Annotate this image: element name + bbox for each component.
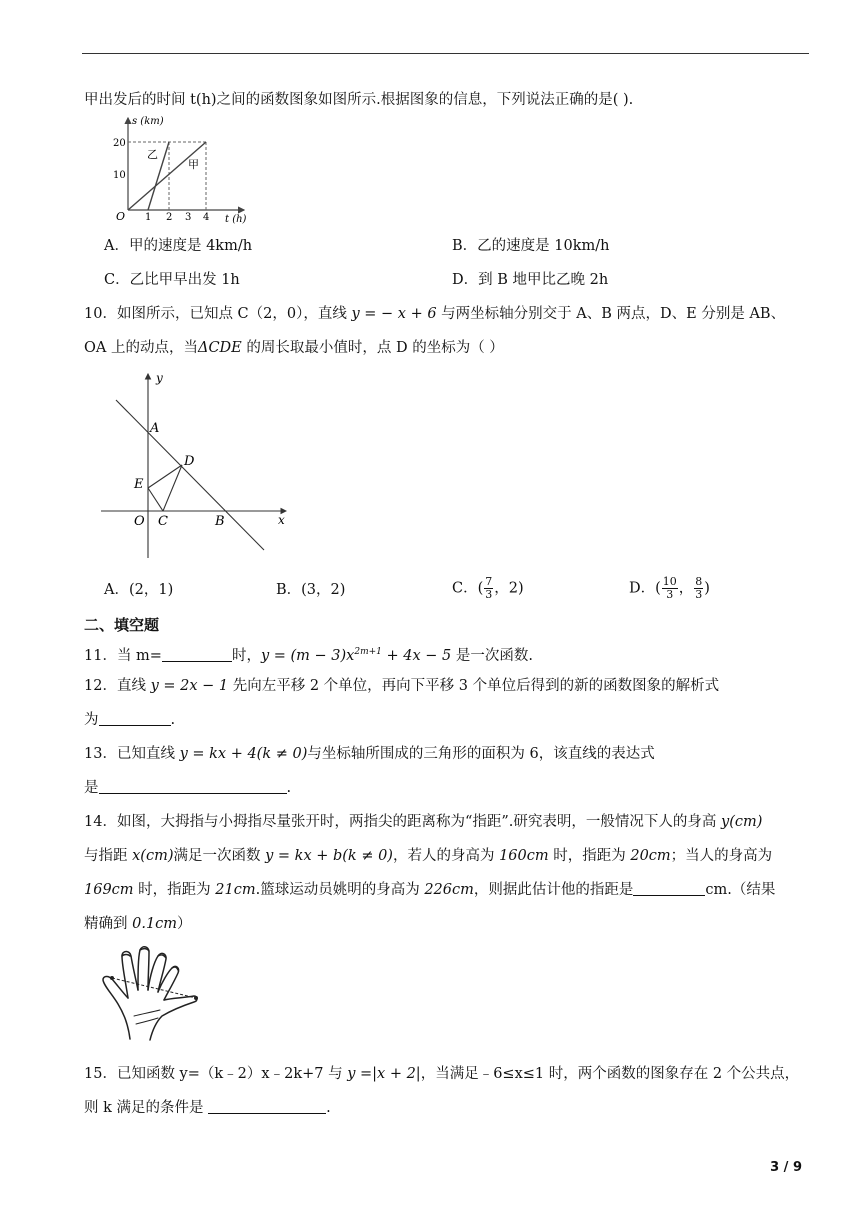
q15-blank: [208, 1099, 326, 1114]
q13-line2: 是 .: [84, 780, 292, 796]
point-e: E: [134, 477, 144, 492]
point-d: D: [184, 454, 195, 469]
q9-xtick-4: 4: [203, 212, 210, 223]
header-rule: [82, 53, 809, 54]
q9-ytick-20: 20: [113, 138, 126, 149]
q9-graph: [104, 112, 254, 226]
q9-option-a: A．甲的速度是 4km/h: [104, 238, 253, 254]
q12-blank: [99, 711, 171, 726]
page-number: 3 / 9: [770, 1160, 802, 1175]
q9-xlabel: t (h): [225, 214, 247, 225]
q14-line4: 精确到 0.1cm）: [84, 916, 192, 932]
q15-line1: 15．已知函数 y=（k﹣2）x﹣2k+7 与 y =|x + 2|，当满足﹣6≤x≤1 时，两个函数的图象存在 2 个公共点，: [84, 1066, 800, 1082]
q9-label-yi: 乙: [147, 148, 158, 161]
q14-line1: 14．如图，大拇指与小拇指尽量张开时，两指尖的距离称为“指距”.研究表明，一般情况下人的身高 y(cm): [84, 814, 763, 830]
q9-label-jia: 甲: [188, 158, 199, 171]
point-a: A: [150, 421, 160, 436]
segment-ec: [148, 488, 163, 511]
q10-line1: 10．如图所示，已知点 C（2，0），直线 y = − x + 6 与两坐标轴分别交于 A、B 两点，D、E 分别是 AB、: [84, 306, 786, 322]
q14-line2: 与指距 x(cm)满足一次函数 y = kx + b(k ≠ 0)，若人的身高为 160cm 时，指距为 20cm；当人的身高为: [84, 848, 773, 864]
q9-ytick-10: 10: [113, 170, 126, 181]
q14-line3: 169cm 时，指距为 21cm.篮球运动员姚明的身高为 226cm，则据此估计他的指距是 cm.（结果: [84, 882, 776, 898]
q10-option-d: D．( $\frac{10}{3}$ ， $\frac{8}{3}$ ): [629, 575, 710, 601]
q10-figure: [96, 370, 296, 560]
q10-option-c: C．( $\frac{7}{3}$ ，2): [452, 575, 524, 601]
q9-stem: 甲出发后的时间 t(h)之间的函数图象如图所示.根据图象的信息，下列说法正确的是( ).: [84, 92, 634, 108]
q9-origin: O: [116, 210, 126, 223]
point-b: B: [215, 514, 225, 529]
q9-xtick-1: 1: [145, 212, 152, 223]
q13-line1: 13．已知直线 y = kx + 4(k ≠ 0)与坐标轴所围成的三角形的面积为 6，该直线的表达式: [84, 746, 655, 762]
point-o: O: [134, 514, 145, 529]
q10-option-a: A．(2，1): [104, 582, 174, 598]
q9-option-d: D．到 B 地甲比乙晚 2h: [452, 272, 609, 288]
q9-xtick-3: 3: [185, 212, 192, 223]
q9-ylabel: s (km): [132, 116, 164, 127]
hand-illustration: [100, 944, 200, 1044]
q13-blank: [99, 779, 287, 794]
q12-line2: 为 .: [84, 712, 176, 728]
line-jia: [128, 142, 206, 210]
q9-option-c: C．乙比甲早出发 1h: [104, 272, 240, 288]
q9-option-b: B．乙的速度是 10km/h: [452, 238, 610, 254]
q10-option-b: B．(3，2): [276, 582, 346, 598]
q12-line1: 12．直线 y = 2x − 1 先向左平移 2 个单位，再向下平移 3 个单位后得到的新的函数图象的解析式: [84, 678, 720, 694]
point-c: C: [158, 514, 168, 529]
q10-y-label: y: [156, 371, 163, 385]
q11-blank: [162, 647, 232, 662]
q11: 11．当 m= 时，$y = (m - 3)x^{2m+1} + 4x - 5$ 是一次函数.: [84, 647, 533, 664]
section-title: 二、填空题: [84, 616, 160, 634]
q14-blank: [633, 881, 705, 896]
q15-line2: 则 k 满足的条件是 .: [84, 1100, 331, 1116]
q10-x-label: x: [278, 513, 285, 527]
q9-xtick-2: 2: [166, 212, 173, 223]
q10-line2: OA 上的动点，当ΔCDE 的周长取最小值时，点 D 的坐标为（ ）: [84, 340, 504, 356]
